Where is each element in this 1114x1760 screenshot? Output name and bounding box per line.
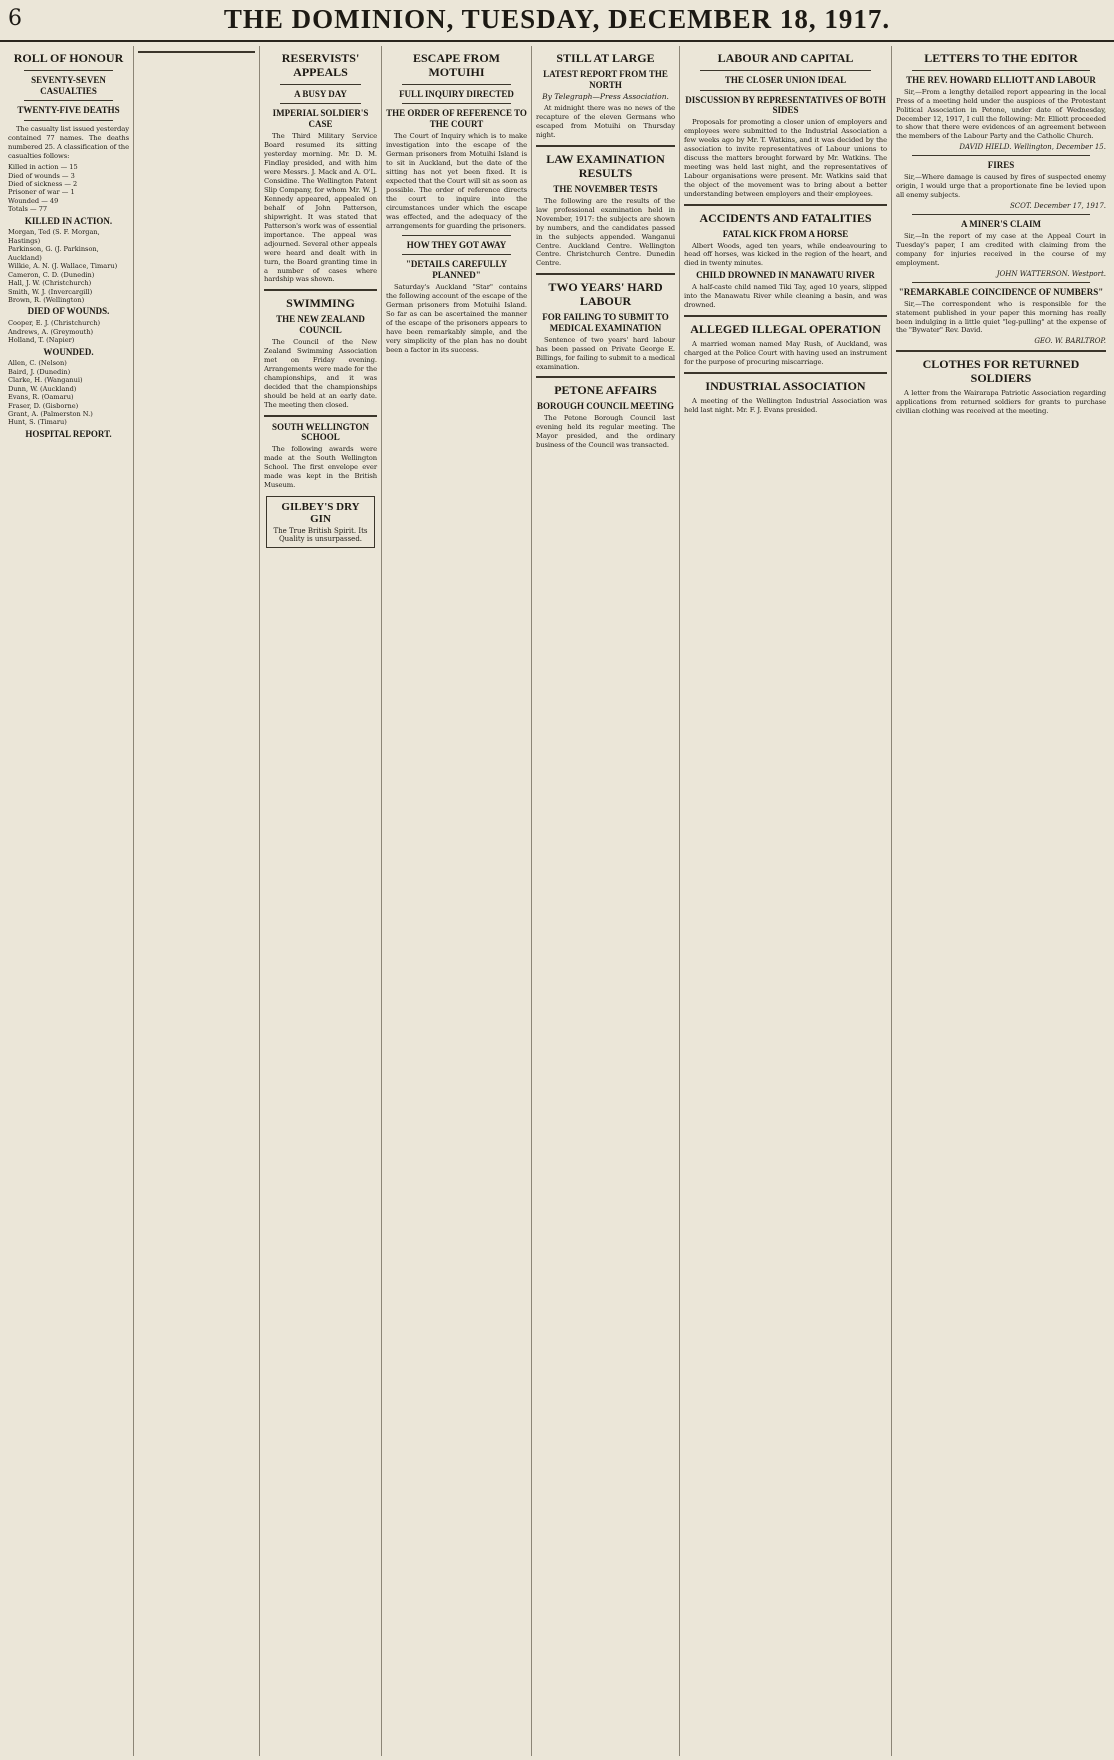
column-reservists-text: [260, 46, 382, 1756]
divider: [684, 204, 887, 206]
list-item: Morgan, Ted (S. F. Morgan, Hastings): [8, 228, 100, 245]
capital-article: Proposals for promoting a closer union of employers and employees were submitted to the Industrial Association a few weeks ago by Mr. T. Watkins, and it was decided by the association to invite representatives of Labour unions to discuss the matters brought forward by Mr. Watkins. The meeting was held last night, and the representatives of Labour organisations were present. Mr. Watkins said that the object of the movement was to bring about a better understanding between employers and their employees.: [684, 118, 887, 198]
letters-heading: LETTERS TO THE EDITOR: [924, 51, 1078, 65]
list-item: Wilkie, A. N. (J. Wallace, Timaru): [8, 262, 118, 271]
list-item: Prisoner of war — 1: [8, 188, 75, 197]
letter-claim: Sir,—In the report of my case at the Appeal Court in Tuesday's paper, I am credited with claiming from the company for injuries received in the course of my employment.: [896, 231, 1106, 267]
list-item: Died of sickness — 2: [8, 179, 78, 188]
motuihi-heading: ESCAPE FROM MOTUIHI: [413, 51, 500, 79]
claim-heading: A MINER'S CLAIM: [960, 219, 1041, 230]
remark-heading: "REMARKABLE COINCIDENCE OF NUMBERS": [898, 286, 1104, 297]
column-still-at-large: [532, 46, 680, 1756]
motuihi-subheading-4: "DETAILS CAREFULLY PLANNED": [405, 259, 508, 281]
section-heading: DIED OF WOUNDS.: [27, 306, 110, 317]
column-letters: [892, 46, 1110, 1756]
swimming-article: The Council of the New Zealand Swimming Association met on Friday evening. Arrangements were made for the championships, and it was decided that the championships should be held at an early date. The meeting then closed.: [264, 337, 377, 409]
letter-signature: DAVID HIELD. Wellington, December 15.: [959, 143, 1106, 152]
died-of-wounds-list: [8, 319, 129, 344]
list-item: Killed in action — 15: [8, 163, 78, 172]
school-heading: SOUTH WELLINGTON SCHOOL: [272, 421, 369, 443]
masthead: [0, 0, 1114, 42]
clothes-article: A letter from the Wairarapa Patriotic Association regarding applications from returned soldiers for grants to purchase civilian clothing was received at the meeting.: [896, 389, 1106, 415]
capital-heading: LABOUR AND CAPITAL: [717, 51, 854, 65]
divider: [536, 273, 675, 275]
motuihi-article: The Court of Inquiry which is to make investigation into the escape of the German prisoners from Motuihi Island is to sit in Auckland, but the date of the sitting has not yet been fixed. It is expected that the Court will sit as soon as possible. The order of reference directs the court to inquire into the circumstances under which the escape was effected, and the adequacy of the arrangements for guarding the prisoners.: [386, 131, 527, 230]
divider: [264, 289, 377, 291]
divider: [700, 70, 871, 71]
list-item: Fraser, D. (Gisborne): [8, 401, 79, 410]
divider: [402, 84, 511, 85]
still-dateline: By Telegraph—Press Association.: [542, 92, 669, 102]
reservists-heading: RESERVISTS' APPEALS: [281, 51, 360, 79]
list-item: Brown, R. (Wellington): [8, 295, 85, 304]
masthead-title: THE DOMINION, TUESDAY, DECEMBER 18, 1917.: [223, 4, 891, 34]
list-item: Cooper, E. J. (Christchurch): [8, 319, 101, 328]
section-heading: WOUNDED.: [43, 346, 94, 357]
operation-article: A married woman named May Rush, of Auckland, was charged at the Police Court with having used an instrument for the purpose of procuring miscarriage.: [684, 339, 887, 366]
divider: [536, 376, 675, 378]
still-subheading: LATEST REPORT FROM THE NORTH: [543, 68, 668, 90]
swimming-heading: SWIMMING: [286, 296, 355, 311]
accidents-heading: ACCIDENTS AND FATALITIES: [699, 210, 872, 225]
swimming-subheading: THE NEW ZEALAND COUNCIL: [276, 314, 365, 336]
roll-subheading-deaths: TWENTY-FIVE DEATHS: [17, 105, 120, 116]
divider: [24, 120, 113, 121]
motuihi-subheading: FULL INQUIRY DIRECTED: [399, 88, 514, 99]
letter-elliott: Sir,—From a lengthy detailed report appearing in the local Press of a meeting held under the auspices of the Protestant Political Association in Petone, under date of Wednesday, December 12, 1917, I cull the following: Mr. Elliott proceeded to show that there were evidences of an agreement between the members of the Labour Party and the Catholic Church.: [896, 87, 1106, 141]
accident-article-2: A half-caste child named Tiki Tay, aged 10 years, slipped into the Manawatu River while cleaning a basin, and was drowned.: [684, 283, 887, 310]
letter-signature: GEO. W. BARLTROP.: [1034, 337, 1106, 346]
list-item: Holland, T. (Napier): [8, 336, 75, 345]
list-item: Andrews, A. (Greymouth): [8, 327, 94, 336]
capital-subheading-2: DISCUSSION BY REPRESENTATIVES OF BOTH SIDES: [685, 94, 886, 116]
columns: [4, 46, 1110, 1756]
hard-labour-subheading: FOR FAILING TO SUBMIT TO MEDICAL EXAMINATION: [542, 312, 669, 333]
operation-heading: ALLEGED ILLEGAL OPERATION: [690, 322, 881, 337]
hard-labour-article: Sentence of two years' hard labour has been passed on Private George E. Billings, for failing to submit to a medical examination.: [536, 335, 675, 371]
list-item: Totals — 77: [8, 205, 48, 214]
list-item: Died of wounds — 3: [8, 171, 75, 180]
letter-signature: SCOT. December 17, 1917.: [1009, 202, 1106, 211]
column-roll-of-honour: [4, 46, 134, 1756]
hard-labour-heading: TWO YEARS' HARD LABOUR: [548, 280, 663, 309]
ad-title: GILBEY'S DRY GIN: [281, 501, 360, 526]
column-labour-capital: [680, 46, 892, 1756]
divider: [700, 90, 871, 91]
divider: [280, 84, 361, 85]
roll-subheading: SEVENTY-SEVEN CASUALTIES: [31, 74, 106, 96]
divider: [684, 315, 887, 317]
industrial-heading: INDUSTRIAL ASSOCIATION: [705, 378, 866, 393]
fires-heading: FIRES: [987, 160, 1015, 171]
section-heading: KILLED IN ACTION.: [24, 215, 113, 226]
section-heading: HOSPITAL REPORT.: [25, 428, 112, 439]
motuihi-subheading-3: HOW THEY GOT AWAY: [406, 239, 507, 250]
reservists-subheading-2: IMPERIAL SOLDIER'S CASE: [272, 108, 369, 130]
wounded-list: [8, 359, 129, 427]
ad-text: The True British Spirit. Its Quality is unsurpassed.: [273, 527, 368, 544]
divider: [896, 350, 1106, 352]
capital-subheading: THE CLOSER UNION IDEAL: [724, 74, 847, 85]
list-item: Grant, A. (Palmerston N.): [8, 409, 93, 418]
accident-article-1: Albert Woods, aged ten years, while endeavouring to head off horses, was kicked in the region of the heart, and died in twenty minutes.: [684, 241, 887, 268]
list-item: Clarke, H. (Wanganui): [8, 376, 83, 385]
petone-subheading: BOROUGH COUNCIL MEETING: [536, 401, 675, 412]
letter-fires: Sir,—Where damage is caused by fires of suspected enemy origin, I would urge that a proportionate fine be levied upon all enemy subjects.: [896, 173, 1106, 200]
divider: [24, 100, 113, 101]
list-item: Evans, R. (Oamaru): [8, 393, 74, 402]
roll-intro: The casualty list issued yesterday contained 77 names. The deaths numbered 25. A classification of the casualties follows:: [8, 125, 129, 161]
divider: [912, 214, 1090, 215]
list-item: Hunt, S. (Timaru): [8, 418, 67, 427]
divider: [402, 103, 511, 104]
divider: [264, 415, 377, 417]
clothes-heading: CLOTHES FOR RETURNED SOLDIERS: [922, 357, 1080, 386]
divider: [684, 372, 887, 374]
column-motuihi: [382, 46, 532, 1756]
still-heading: STILL AT LARGE: [556, 51, 655, 65]
roll-summary-list: [8, 163, 129, 214]
roll-heading: ROLL OF HONOUR: [13, 51, 124, 65]
divider: [912, 155, 1090, 156]
still-article: At midnight there was no news of the recapture of the eleven Germans who escaped from Motuihi on Thursday night.: [536, 104, 675, 140]
list-item: Allen, C. (Nelson): [8, 359, 67, 368]
industrial-article: A meeting of the Wellington Industrial Association was held last night. Mr. F. J. Evans presided.: [684, 396, 887, 414]
law-subheading: THE NOVEMBER TESTS: [553, 183, 658, 194]
law-heading: LAW EXAMINATION RESULTS: [546, 152, 665, 181]
school-article: The following awards were made at the South Wellington School. The first envelope ever made was kept in the British Museum.: [264, 445, 377, 490]
accident-subheading-2: CHILD DROWNED IN MANAWATU RIVER: [696, 270, 875, 281]
page-number: 6: [8, 6, 22, 31]
motuihi-article-2: Saturday's Auckland "Star" contains the following account of the escape of the German prisoners from Motuihi Island. So far as can be ascertained the manner of the escape of the prisoners appears to have been remarkably simple, and the very simplicity of the plan has no doubt been a factor in its success.: [386, 283, 527, 354]
petone-article: The Petone Borough Council last evening held its regular meeting. The Mayor presided, and the ordinary business of the Council was transacted.: [536, 414, 675, 449]
list-item: Dunn, W. (Auckland): [8, 384, 77, 393]
letter-remark: Sir,—The correspondent who is responsible for the statement published in your paper this morning has really been indulging in a little quiet "leg-pulling" at the expense of the "Bywater" Rev. David.: [896, 299, 1106, 335]
divider: [912, 282, 1090, 283]
list-item: Wounded — 49: [8, 196, 59, 205]
divider: [912, 70, 1090, 71]
divider: [402, 254, 511, 255]
list-item: Baird, J. (Dunedin): [8, 367, 71, 376]
column-reservists: [134, 46, 260, 1756]
divider: [138, 51, 255, 53]
list-item: Cameron, C. D. (Dunedin): [8, 270, 95, 279]
list-item: Smith, W. J. (Invercargill): [8, 287, 93, 296]
law-article: The following are the results of the law professional examination held in November, 1917: the subjects are shown by numbers, and the candidates passed in the subjects appended. Wanganui Centre. Auckland Centre. Wellington Centre. Christchurch Centre. Dunedin Centre.: [536, 196, 675, 268]
reservists-article: The Third Military Service Board resumed its sitting yesterday morning. Mr. D. M. Findlay presided, and with him were Messrs. J. Mack and A. O'L. Considine. The Wellington Patent Slip Company, for whom Mr. W. J. Kennedy appeared, appealed on behalf of John Patterson, shipwright. It was stated that Patterson's work was of essential importance. The appeal was adjourned. Several other appeals were heard and dealt with in turn, the Board granting time in a number of cases where hardship was shown.: [264, 131, 377, 284]
reservists-subheading: A BUSY DAY: [294, 88, 347, 99]
divider: [24, 70, 113, 71]
motuihi-subheading-2: THE ORDER OF REFERENCE TO THE COURT: [386, 108, 527, 130]
accident-subheading-1: FATAL KICK FROM A HORSE: [722, 228, 849, 239]
letters-subheading: THE REV. HOWARD ELLIOTT AND LABOUR: [906, 74, 1096, 85]
divider: [402, 235, 511, 236]
gin-advertisement: [266, 496, 375, 548]
divider: [536, 145, 675, 147]
petone-heading: PETONE AFFAIRS: [554, 383, 657, 398]
divider: [280, 103, 361, 104]
list-item: Hall, J. W. (Christchurch): [8, 279, 92, 288]
list-item: Parkinson, G. (J. Parkinson, Auckland): [8, 245, 99, 262]
letter-signature: JOHN WATTERSON. Westport.: [996, 269, 1106, 278]
killed-list: [8, 228, 129, 304]
